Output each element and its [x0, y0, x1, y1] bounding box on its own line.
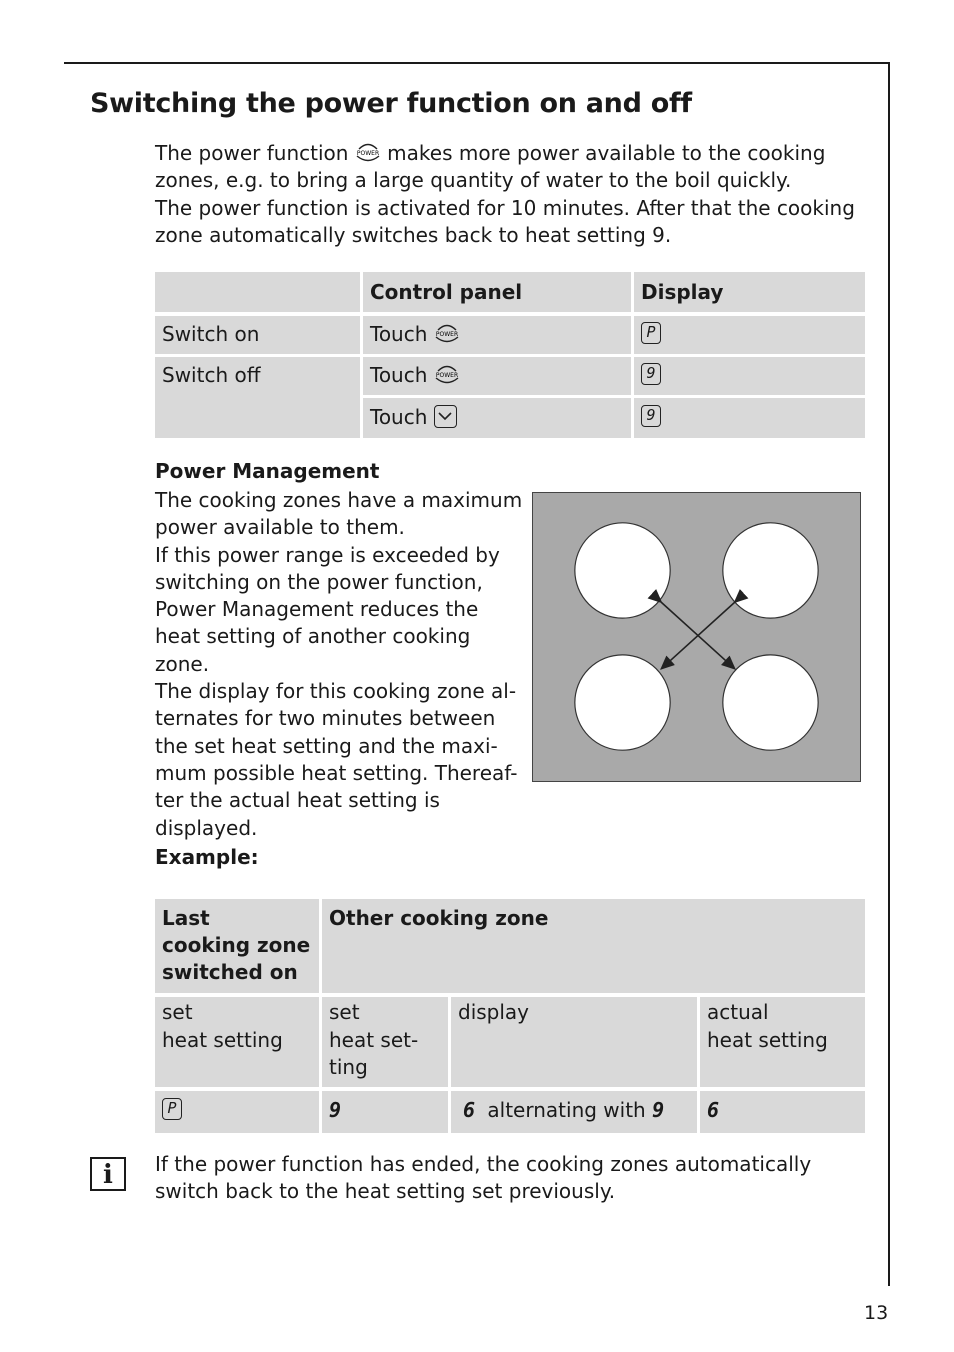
table1-row-switch-off-control: Touch POWER: [363, 357, 631, 395]
info-note: If the power function has ended, the cooking zones automatically switch back to the heat setting set previously.: [155, 1152, 812, 1204]
table2-sub-display: display: [451, 997, 697, 1087]
top-rule: [64, 62, 890, 64]
power-function-table: [155, 272, 865, 438]
power-management-heading: Power Management: [155, 459, 380, 483]
cooking-zone-rear-left: [575, 655, 670, 750]
cooking-zone-rear-right: [723, 655, 818, 750]
table1-row-minus-display: [634, 398, 865, 438]
page-title: Switching the power function on and off: [90, 88, 692, 119]
chevron-down-icon: [434, 405, 457, 428]
table1-row-switch-off-label: Switch off: [155, 357, 360, 438]
page-number: 13: [864, 1302, 889, 1324]
power-management-text: The cooking zones have a maximum power available to them. If this power range is exceeded by switching on the power function, Power Management reduces the heat setting of another cooking zone. The display for this cooking zone al- ternates for two minutes between the set heat setting and the maxi- mum possible heat setting. Thereaf- ter the actual heat setting is displayed.: [155, 488, 523, 840]
table1-row-switch-off-display: [634, 357, 865, 395]
display-segment: 9: [641, 405, 661, 427]
power-icon: [355, 141, 381, 163]
cooktop-diagram: [532, 492, 861, 782]
table2-header-last: Last cooking zone switched on: [155, 899, 319, 993]
svg-text:POWER: POWER: [356, 150, 379, 157]
table2-sub-actual: actual heat setting: [700, 997, 865, 1087]
table1-row-switch-on-display: [634, 316, 865, 354]
cooking-zone-front-left: [575, 523, 670, 618]
table1-header-display: Display: [634, 272, 865, 312]
table1-header-control: Control panel: [363, 272, 631, 312]
power-icon: [434, 322, 460, 344]
display-segment: 9: [641, 363, 661, 385]
table1-row-switch-on-control: Touch POWER: [363, 316, 631, 354]
table1-header-empty: [155, 272, 360, 312]
table2-value-set: 9: [322, 1091, 448, 1133]
info-icon: i: [90, 1157, 126, 1191]
table2-sub-set-other: set heat set- ting: [322, 997, 448, 1087]
table2-sub-set-last: set heat setting: [155, 997, 319, 1087]
table2-value-actual: 6: [700, 1091, 865, 1133]
intro-paragraph: The power function POWER makes more power available to the cooking zones, e.g. to bring a large quantity of water to the boil quickly. The power function is activated for 10 minutes. After that the cooking zone automatically switches back to heat setting 9.: [155, 141, 855, 247]
svg-text:POWER: POWER: [435, 331, 458, 338]
table1-row-minus-control: Touch: [363, 398, 631, 438]
display-segment: P: [162, 1098, 182, 1120]
example-label: Example:: [155, 845, 259, 869]
table2-header-other: Other cooking zone: [322, 899, 865, 993]
table2-value-display: 6 alternating with 9: [451, 1091, 697, 1133]
cooking-zone-front-right: [723, 523, 818, 618]
table1-row-switch-on-label: Switch on: [155, 316, 360, 354]
power-icon: [434, 363, 460, 385]
display-segment: P: [641, 322, 661, 344]
table2-value-last: [155, 1091, 319, 1133]
right-rule: [888, 62, 890, 1286]
svg-text:POWER: POWER: [435, 372, 458, 379]
example-table: [155, 899, 865, 1133]
